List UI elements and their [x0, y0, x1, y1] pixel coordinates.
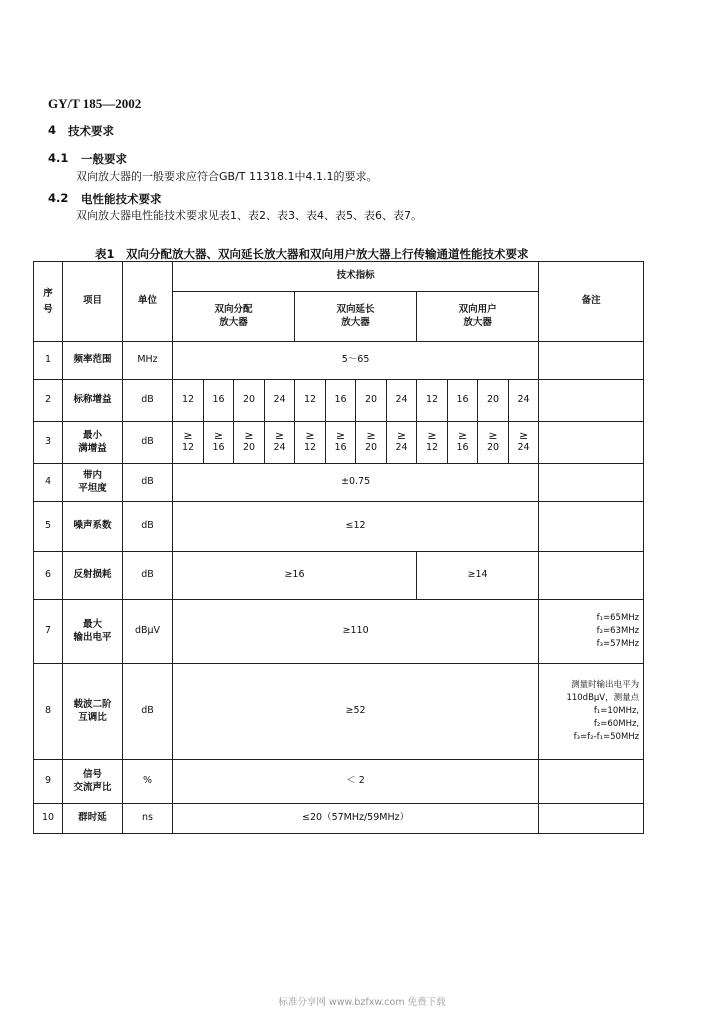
- row-number: 9: [34, 760, 63, 804]
- section-4-1-title: 一般要求: [81, 152, 127, 166]
- row-remark: [539, 380, 644, 422]
- row-value-user: ≥14: [417, 552, 539, 600]
- row-number: 6: [34, 552, 63, 600]
- row-value: ≤20（57MHz/59MHz）: [173, 804, 539, 834]
- row-item: 群时延: [63, 804, 123, 834]
- row-item: 反射损耗: [63, 552, 123, 600]
- row-item: 最小 满增益: [63, 422, 123, 464]
- min-gain-cell: ≥ 12: [173, 422, 204, 464]
- table-row: [34, 502, 644, 552]
- row-remark: 测量时输出电平为 110dBμV，测量点 f₁=10MHz, f₂=60MHz, f₃=f₂-f₁=50MHz: [539, 664, 644, 760]
- row-item: 标称增益: [63, 380, 123, 422]
- header-item: 项目: [63, 262, 123, 342]
- header-user-amp: 双向用户 放大器: [417, 292, 539, 342]
- section-4-title: 技术要求: [68, 124, 114, 138]
- gain-cell: 12: [417, 380, 448, 422]
- row-unit: dB: [123, 464, 173, 502]
- spec-table: [33, 261, 644, 834]
- gain-cell: 12: [295, 380, 326, 422]
- row-unit: dB: [123, 552, 173, 600]
- section-4-number: 4: [48, 123, 57, 137]
- gain-cell: 16: [204, 380, 234, 422]
- gain-cell: 16: [448, 380, 478, 422]
- row-unit: dB: [123, 380, 173, 422]
- header-unit: 单位: [123, 262, 173, 342]
- gain-cell: 20: [356, 380, 387, 422]
- table-row: [34, 552, 644, 600]
- row-remark: f₁=65MHz f₂=63MHz f₃=57MHz: [539, 600, 644, 664]
- row-value: ±0.75: [173, 464, 539, 502]
- row-number: 2: [34, 380, 63, 422]
- document-code: GY/T 185—2002: [48, 96, 142, 111]
- row-item: 带内 平坦度: [63, 464, 123, 502]
- table-caption: 表1 双向分配放大器、双向延长放大器和双向用户放大器上行传输通道性能技术要求: [95, 247, 529, 261]
- table-row: [34, 342, 644, 380]
- header-distribution-amp: 双向分配 放大器: [173, 292, 295, 342]
- table-row: [34, 664, 644, 760]
- gain-cell: 20: [478, 380, 509, 422]
- gain-cell: 20: [234, 380, 265, 422]
- row-value: ＜ 2: [173, 760, 539, 804]
- row-number: 4: [34, 464, 63, 502]
- min-gain-cell: ≥ 20: [478, 422, 509, 464]
- min-gain-cell: ≥ 20: [234, 422, 265, 464]
- gain-cell: 16: [326, 380, 356, 422]
- table-row: [34, 464, 644, 502]
- min-gain-cell: ≥ 20: [356, 422, 387, 464]
- row-value: ≥52: [173, 664, 539, 760]
- row-remark: [539, 342, 644, 380]
- row-unit: %: [123, 760, 173, 804]
- gain-cell: 24: [509, 380, 539, 422]
- row-number: 3: [34, 422, 63, 464]
- min-gain-cell: ≥ 16: [204, 422, 234, 464]
- min-gain-cell: ≥ 24: [509, 422, 539, 464]
- min-gain-cell: ≥ 24: [387, 422, 417, 464]
- gain-cell: 24: [265, 380, 295, 422]
- header-remark: 备注: [539, 262, 644, 342]
- row-remark: [539, 502, 644, 552]
- row-number: 7: [34, 600, 63, 664]
- section-4-2-number: 4.2: [48, 191, 69, 205]
- table-row: [34, 600, 644, 664]
- row-unit: dBμV: [123, 600, 173, 664]
- row-value: 5～65: [173, 342, 539, 380]
- gain-cell: 24: [387, 380, 417, 422]
- row-remark: [539, 464, 644, 502]
- gain-cell: 12: [173, 380, 204, 422]
- row-unit: dB: [123, 664, 173, 760]
- min-gain-cell: ≥ 16: [326, 422, 356, 464]
- row-value: ≤12: [173, 502, 539, 552]
- row-unit: MHz: [123, 342, 173, 380]
- row-item: 频率范围: [63, 342, 123, 380]
- min-gain-cell: ≥ 12: [417, 422, 448, 464]
- footer-watermark: 标准分享网 www.bzfxw.com 免费下载: [278, 997, 446, 1008]
- row-number: 1: [34, 342, 63, 380]
- section-4-2-title: 电性能技术要求: [81, 192, 162, 206]
- row-item: 最大 输出电平: [63, 600, 123, 664]
- row-unit: ns: [123, 804, 173, 834]
- row-number: 10: [34, 804, 63, 834]
- row-item: 噪声系数: [63, 502, 123, 552]
- table-row: [34, 380, 644, 422]
- table-row: [34, 804, 644, 834]
- row-remark: [539, 804, 644, 834]
- row-remark: [539, 552, 644, 600]
- table-row: [34, 760, 644, 804]
- section-4-1-number: 4.1: [48, 151, 69, 165]
- header-tech: 技术指标: [173, 262, 539, 292]
- min-gain-cell: ≥ 24: [265, 422, 295, 464]
- section-4-2-text: 双向放大器电性能技术要求见表1、表2、表3、表4、表5、表6、表7。: [76, 209, 422, 222]
- min-gain-cell: ≥ 16: [448, 422, 478, 464]
- row-number: 5: [34, 502, 63, 552]
- row-remark: [539, 422, 644, 464]
- header-extension-amp: 双向延长 放大器: [295, 292, 417, 342]
- section-4-1-text: 双向放大器的一般要求应符合GB/T 11318.1中4.1.1的要求。: [76, 170, 378, 183]
- row-unit: dB: [123, 422, 173, 464]
- row-item: 载波二阶 互调比: [63, 664, 123, 760]
- row-value: ≥110: [173, 600, 539, 664]
- row-unit: dB: [123, 502, 173, 552]
- row-value-distribution-extension: ≥16: [173, 552, 417, 600]
- row-item: 信号 交流声比: [63, 760, 123, 804]
- header-seq: 序号: [34, 262, 63, 342]
- table-row: [34, 422, 644, 464]
- row-number: 8: [34, 664, 63, 760]
- min-gain-cell: ≥ 12: [295, 422, 326, 464]
- row-remark: [539, 760, 644, 804]
